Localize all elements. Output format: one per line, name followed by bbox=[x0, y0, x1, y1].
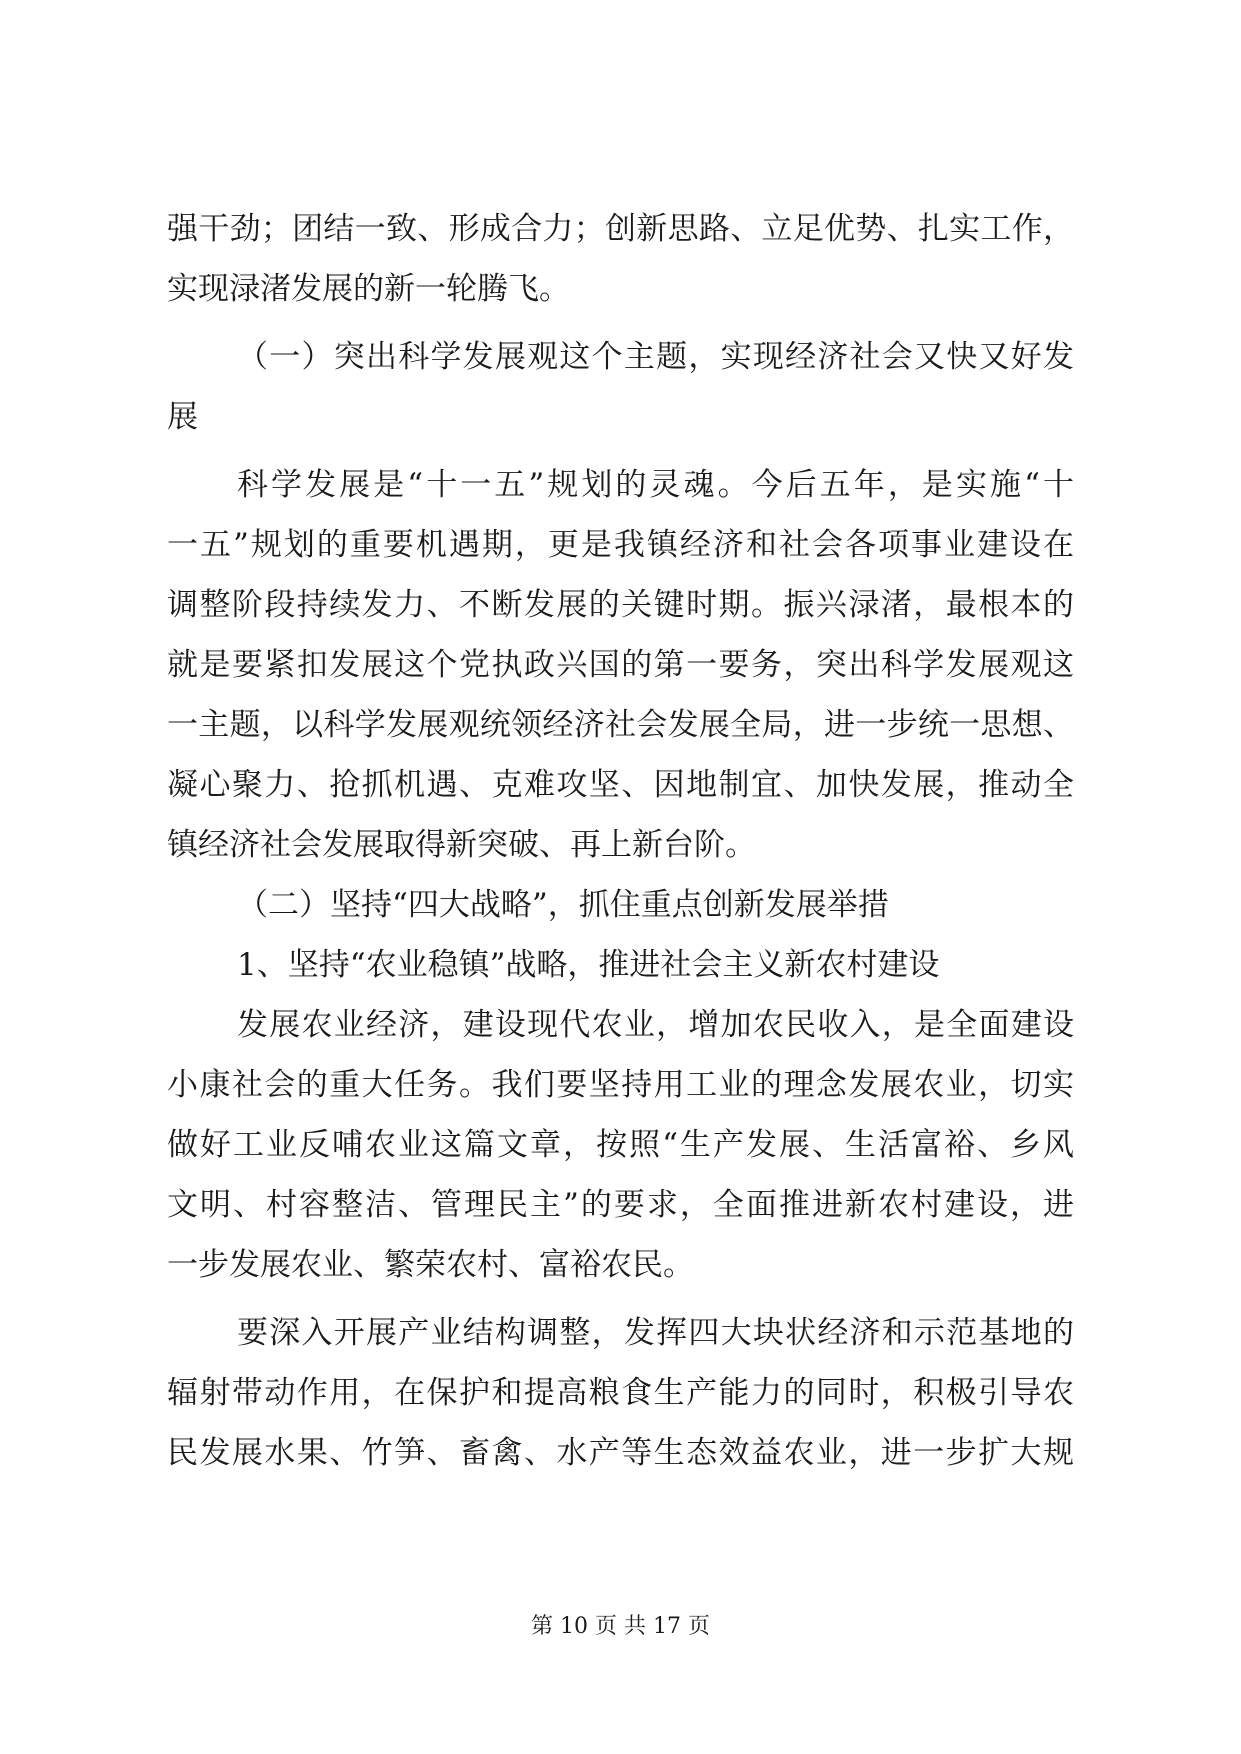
text-line: 镇经济社会发展取得新突破、再上新台阶。 bbox=[167, 827, 756, 863]
section-heading: （一）突出科学发展观这个主题，实现经济社会又快又好发 bbox=[237, 339, 1074, 375]
text-line: 就是要紧扣发展这个党执政兴国的第一要务，突出科学发展观这 bbox=[167, 647, 1074, 683]
text-line: 科学发展是“十一五”规划的灵魂。今后五年，是实施“十 bbox=[237, 467, 1074, 503]
text-line: 强干劲；团结一致、形成合力；创新思路、立足优势、扎实工作， bbox=[167, 211, 1074, 247]
text-line: 要深入开展产业结构调整，发挥四大块状经济和示范基地的 bbox=[237, 1315, 1074, 1351]
text-line: 小康社会的重大任务。我们要坚持用工业的理念发展农业，切实 bbox=[167, 1067, 1074, 1103]
text-line: 实现渌渚发展的新一轮腾飞。 bbox=[167, 271, 570, 307]
text-line: 文明、村容整洁、管理民主”的要求，全面推进新农村建设，进 bbox=[167, 1187, 1074, 1223]
text-line: 凝心聚力、抢抓机遇、克难攻坚、因地制宜、加快发展，推动全 bbox=[167, 767, 1074, 803]
page-footer bbox=[0, 1612, 1241, 1642]
text-line: 一五”规划的重要机遇期，更是我镇经济和社会各项事业建设在 bbox=[167, 527, 1074, 563]
text-line: 辐射带动作用，在保护和提高粮食生产能力的同时，积极引导农 bbox=[167, 1375, 1074, 1411]
text-line: 一主题，以科学发展观统领经济社会发展全局，进一步统一思想、 bbox=[167, 707, 1074, 743]
text-line: 一步发展农业、繁荣农村、富裕农民。 bbox=[167, 1247, 694, 1283]
text-line: 发展农业经济，建设现代农业，增加农民收入，是全面建设 bbox=[237, 1007, 1074, 1043]
page-number: 第 10 页 共 17 页 bbox=[531, 1614, 710, 1639]
text-line: 民发展水果、竹笋、畜禽、水产等生态效益农业，进一步扩大规 bbox=[167, 1435, 1074, 1471]
body-text bbox=[167, 199, 1074, 1483]
section-heading: （二）坚持“四大战略”，抓住重点创新发展举措 bbox=[237, 887, 889, 923]
subsection-heading: 1、坚持“农业稳镇”战略，推进社会主义新农村建设 bbox=[237, 947, 940, 983]
section-heading-continued: 展 bbox=[167, 399, 198, 435]
text-line: 做好工业反哺农业这篇文章，按照“生产发展、生活富裕、乡风 bbox=[167, 1127, 1074, 1163]
text-line: 调整阶段持续发力、不断发展的关键时期。振兴渌渚，最根本的 bbox=[167, 587, 1074, 623]
